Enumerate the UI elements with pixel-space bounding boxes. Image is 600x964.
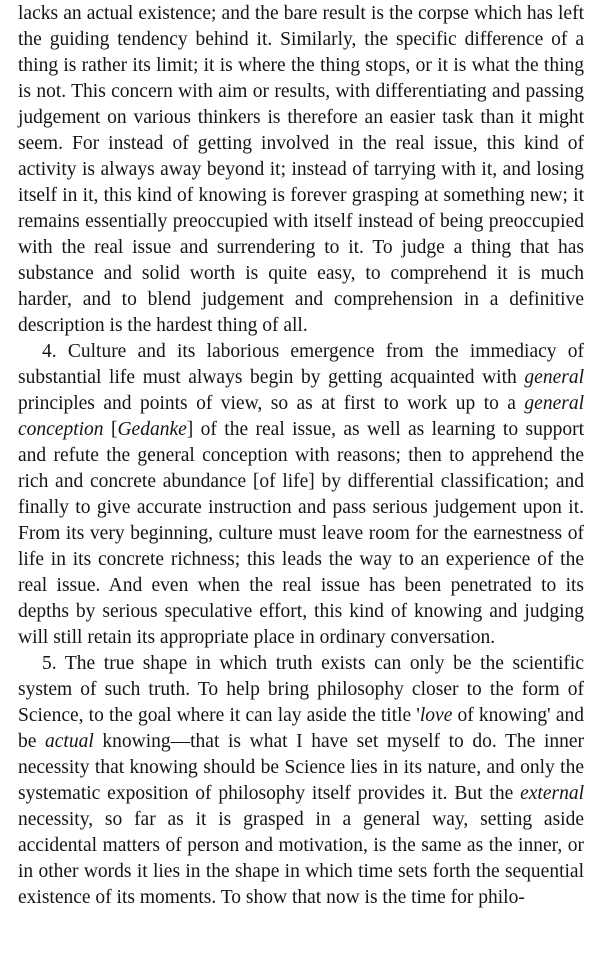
text-run: [ — [103, 419, 118, 440]
text-run: 5. The true shape in which truth exists can only be the scientific system of such truth. To help bring philosophy closer to the form of Science, to the goal where it can lay aside the title ' — [18, 653, 584, 726]
italic-run: love — [419, 705, 453, 726]
paragraph-5 — [18, 651, 584, 911]
text-run: ] of the real issue, as well as learning to support and refute the general conception with reasons; then to apprehend the rich and concrete abundance [of life] by differential classification; and finally to give accurate instruction and pass serious judgement upon it. From its very beginning, culture must leave room for the earnestness of life in its concrete richness; this leads the way to an experience of the real issue. And even when the real issue has been penetrated to its depths by serious speculative effort, this kind of knowing and judging will still retain its appropriate place in ordinary conversation. — [18, 419, 584, 648]
text-run: lacks an actual existence; and the bare result is the corpse which has left the guiding tendency behind it. Similarly, the specific difference of a thing is rather its limit; it is where the thing stops, or it is what the thing is not. This concern with aim or results, with differentiating and passing judgement on various thinkers is therefore an easier task than it might seem. For instead of getting involved in the real issue, this kind of activity is always away beyond it; instead of tarrying with it, and losing itself in it, this kind of knowing is forever grasping at something new; it remains essentially preoccupied with itself instead of being preoccupied with the real issue and surrendering to it. To judge a thing that has substance and solid worth is quite easy, to comprehend it is much harder, and to blend judgement and comprehension in a definitive description is the hardest thing of all. — [18, 3, 584, 336]
document-page — [18, 0, 584, 911]
italic-run: Gedanke — [117, 419, 187, 440]
italic-run: general — [524, 367, 584, 388]
paragraph-4 — [18, 339, 584, 651]
text-run: of knowing' and be — [18, 705, 584, 752]
text-run: necessity, so far as it is grasped in a general way, setting aside accidental matters of person and motivation, is the same as the inner, or in other words it lies in the shape in which time sets forth the sequential existence of its moments. To show that now is the time for philo- — [18, 809, 584, 908]
text-run: 4. Culture and its laborious emergence from the immediacy of substantial life must always begin by getting acquainted with — [18, 341, 584, 388]
text-run: knowing—that is what I have set myself to do. The inner necessity that knowing should be Science lies in its nature, and only the systematic exposition of philosophy itself provides it. But the — [18, 731, 585, 804]
italic-run: general conception — [18, 393, 584, 440]
italic-run: actual — [45, 731, 94, 752]
text-run: principles and points of view, so as at first to work up to a — [18, 393, 525, 414]
italic-run: external — [520, 783, 584, 804]
paragraph-continued — [18, 1, 584, 339]
